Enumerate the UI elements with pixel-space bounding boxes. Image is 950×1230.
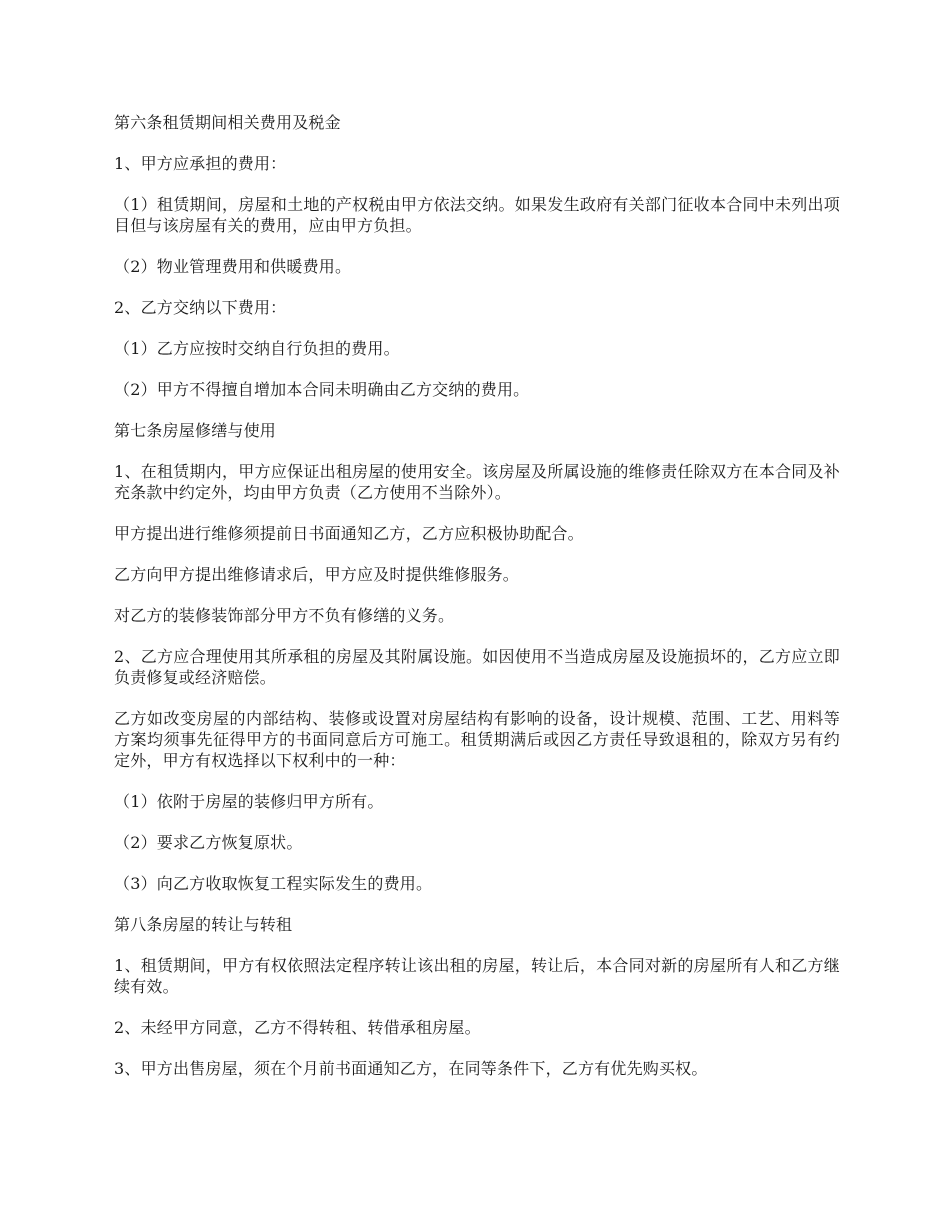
paragraph: （1）租赁期间，房屋和土地的产权税由甲方依法交纳。如果发生政府有关部门征收本合同中未列出项目但与该房屋有关的费用，应由甲方负担。 <box>114 195 840 235</box>
paragraph: 乙方如改变房屋的内部结构、装修或设置对房屋结构有影响的设备，设计规模、范围、工艺、用料等方案均须事先征得甲方的书面同意后方可施工。租赁期满后或因乙方责任导致退租的，除双方另有约定外，甲方有权选择以下权利中的一种： <box>114 709 840 770</box>
paragraph: 1、租赁期间，甲方有权依照法定程序转让该出租的房屋，转让后，本合同对新的房屋所有人和乙方继续有效。 <box>114 956 840 996</box>
paragraph: （3）向乙方收取恢复工程实际发生的费用。 <box>114 874 433 893</box>
paragraph: （2）要求乙方恢复原状。 <box>114 833 303 852</box>
article-6-heading: 第六条租赁期间相关费用及税金 <box>114 113 341 132</box>
article-7-heading: 第七条房屋修缮与使用 <box>114 421 277 440</box>
paragraph: 2、乙方交纳以下费用： <box>114 298 287 317</box>
paragraph: 2、未经甲方同意，乙方不得转租、转借承租房屋。 <box>114 1018 481 1037</box>
paragraph: 对乙方的装修装饰部分甲方不负有修缮的义务。 <box>114 606 455 625</box>
document-body <box>114 112 840 1099</box>
article-8-heading: 第八条房屋的转让与转租 <box>114 915 293 934</box>
paragraph: 1、在租赁期内，甲方应保证出租房屋的使用安全。该房屋及所属设施的维修责任除双方在本合同及补充条款中约定外，均由甲方负责（乙方使用不当除外）。 <box>114 462 840 502</box>
paragraph: （2）物业管理费用和供暖费用。 <box>114 257 352 276</box>
paragraph: 2、乙方应合理使用其所承租的房屋及其附属设施。如因使用不当造成房屋及设施损坏的，乙方应立即负责修复或经济赔偿。 <box>114 647 840 687</box>
paragraph: （1）乙方应按时交纳自行负担的费用。 <box>114 339 400 358</box>
paragraph: （1）依附于房屋的装修归甲方所有。 <box>114 792 384 811</box>
paragraph: 甲方提出进行维修须提前日书面通知乙方，乙方应积极协助配合。 <box>114 524 584 543</box>
paragraph: （2）甲方不得擅自增加本合同未明确由乙方交纳的费用。 <box>114 380 530 399</box>
paragraph: 乙方向甲方提出维修请求后，甲方应及时提供维修服务。 <box>114 565 520 584</box>
paragraph: 3、甲方出售房屋，须在个月前书面通知乙方，在同等条件下，乙方有优先购买权。 <box>114 1059 708 1078</box>
paragraph: 1、甲方应承担的费用： <box>114 154 287 173</box>
